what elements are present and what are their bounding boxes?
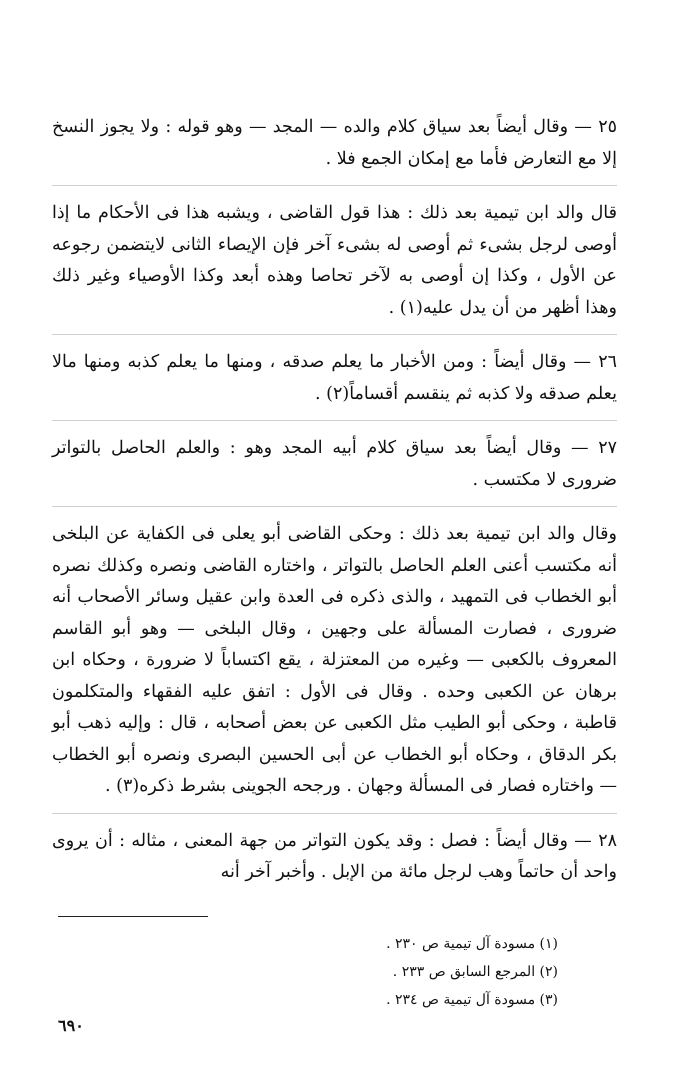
page-number: ٦٩٠ [58,1016,84,1035]
footnotes [58,930,578,1014]
footnote-2: (٢) المرجع السابق ص ٢٣٣ . [392,964,558,980]
paragraph-26: ٢٦ — وقال أيضاً : ومن الأخبار ما يعلم صدقه ، ومنها ما يعلم كذبه ومنها مالا يعلم صدقه ولا كذبه ثم ينقسم أقساماً(٢) . [52,347,617,421]
paragraph-28: ٢٨ — وقال أيضاً : فصل : وقد يكون التواتر من جهة المعنى ، مثاله : أن يروى واحد أن حاتماً وهب لرجل مائة من الإبل . وأخبر آخر أنه [52,830,617,882]
body-text [52,112,617,899]
paragraph-27: ٢٧ — وقال أيضاً بعد سياق كلام أبيه المجد وهو : والعلم الحاصل بالتواتر ضرورى لا مكتسب . [52,433,617,507]
footnote-divider [58,916,208,917]
paragraph-25: ٢٥ — وقال أيضاً بعد سياق كلام والده — المجد — وهو قوله : ولا يجوز النسخ إلا مع التعارض فأما مع إمكان الجمع فلا . [52,112,617,186]
paragraph-commentary-2: وقال والد ابن تيمية بعد ذلك : وحكى القاضى أبو يعلى فى الكفاية عن البلخى أنه مكتسب أعنى العلم الحاصل بالتواتر ، واختاره القاضى ونصره وكذلك نصره أبو الخطاب فى التمهيد ، والذى ذكره فى العدة وابن عقيل وسائر الأصحاب أنه ضرورى ، فصارت المسألة على وجهين ، وقال البلخى — وهو أبو القاسم المعروف بالكعبى — وغيره من المعتزلة ، يقع اكتساباً لا ضرورة ، وحكاه ابن برهان عن الكعبى وحده . وقال فى الأول : اتفق عليه الفقهاء والمتكلمون قاطبة ، وحكى أبو الطيب مثل الكعبى عن بعض أصحابه ، قال : وإليه ذهب أبو بكر الدقاق ، وحكاه أبو الخطاب عن أبى الحسين البصرى ونصره أبو الخطاب — واختاره فصار فى المسألة وجهان . ورجحه الجوينى بشرط ذكره(٣) . [52,519,617,814]
footnote-3: (٣) مسودة آل تيمية ص ٢٣٤ . [386,992,558,1008]
paragraph-commentary-1: قال والد ابن تيمية بعد ذلك : هذا قول القاضى ، ويشبه هذا فى الأحكام ما إذا أوصى لرجل بشىء ثم أوصى له بشىء آخر فإن الإيصاء الثانى لايتضمن رجوعه عن الأول ، وكذا إن أوصى به لآخر تحاصا وهذه أبعد وكذا الأوصياء وغير ذلك وهذا أظهر من أن يدل عليه(١) . [52,198,617,335]
footnote-1: (١) مسودة آل تيمية ص ٢٣٠ . [386,936,558,952]
